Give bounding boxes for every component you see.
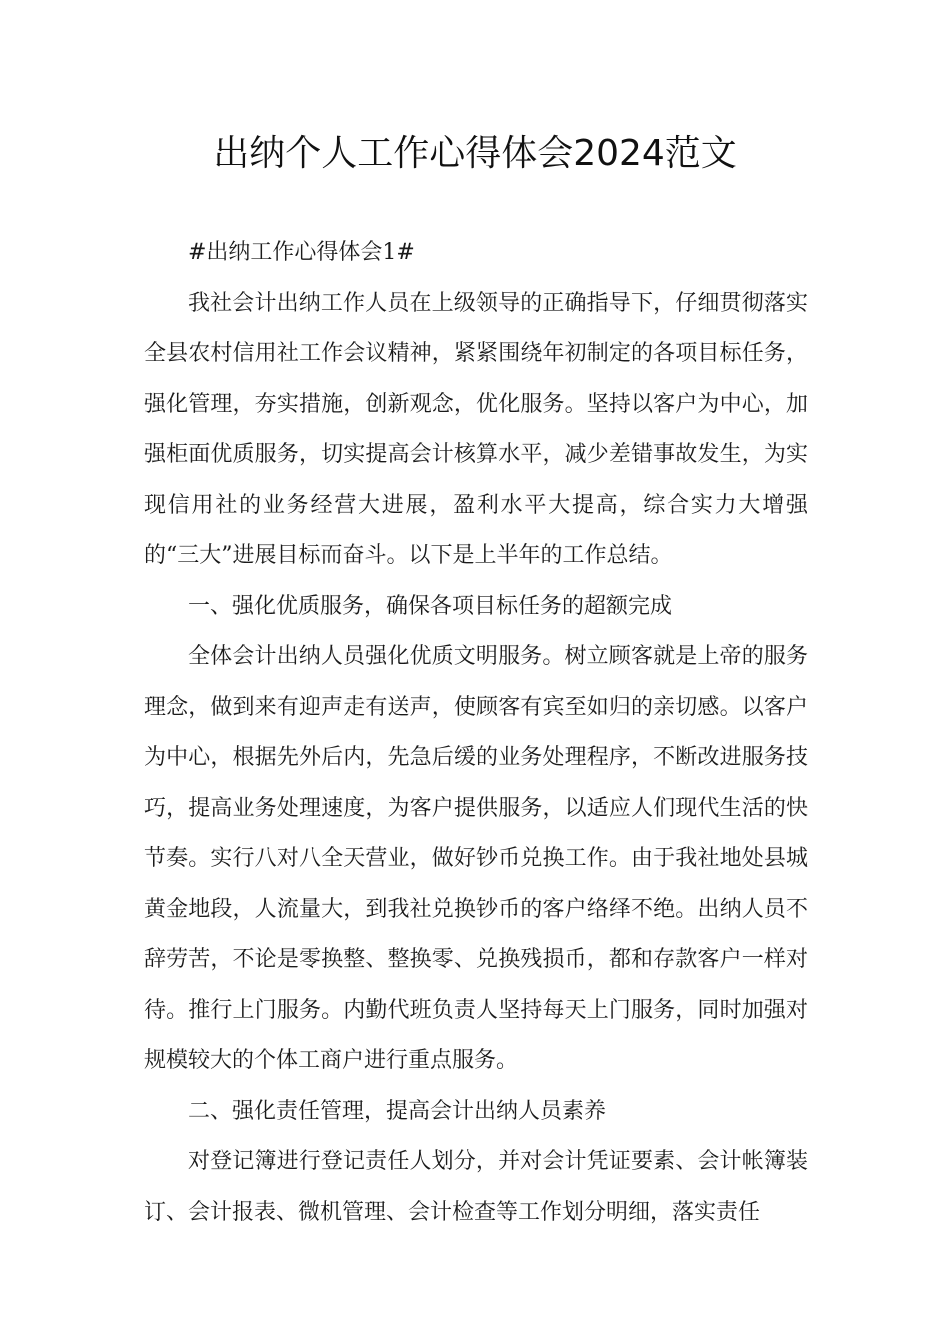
document-title: 出纳个人工作心得体会2024范文 (213, 133, 737, 174)
section-heading-responsibility: 二、强化责任管理，提高会计出纳人员素养 (188, 1098, 607, 1124)
paragraph-service: 全体会计出纳人员强化优质文明服务。树立顾客就是上帝的服务理念，做到来有迎声走有送声，使顾客有宾至如归的亲切感。以客户为中心，根据先外后内，先急后缓的业务处理程序，不断改进服务技巧，提高业务处理速度，为客户提供服务，以适应人们现代生活的快节奏。实行八对八全天营业，做好钞币兑换工作。由于我社地处县城黄金地段，人流量大，到我社兑换钞币的客户络绎不绝。出纳人员不辞劳苦，不论是零换整、整换零、兑换残损币，都和存款客户一样对待。推行上门服务。内勤代班负责人坚持每天上门服务，同时加强对规模较大的个体工商户进行重点服务。 (144, 644, 808, 1073)
paragraph-intro: 我社会计出纳工作人员在上级领导的正确指导下，仔细贯彻落实全县农村信用社工作会议精神，紧紧围绕年初制定的各项目标任务，强化管理，夯实措施，创新观念，优化服务。坚持以客户为中心，加强柜面优质服务，切实提高会计核算水平，减少差错事故发生，为实现信用社的业务经营大进展，盈利水平大提高，综合实力大增强的“三大”进展目标而奋斗。以下是上半年的工作总结。 (144, 290, 808, 568)
document-body (144, 228, 808, 1238)
paragraph-responsibility: 对登记簿进行登记责任人划分，并对会计凭证要素、会计帐簿装订、会计报表、微机管理、会计检查等工作划分明细，落实责任 (144, 1149, 808, 1225)
section-heading-1: #出纳工作心得体会1# (188, 240, 415, 265)
section-heading-service: 一、强化优质服务，确保各项目标任务的超额完成 (188, 593, 673, 619)
